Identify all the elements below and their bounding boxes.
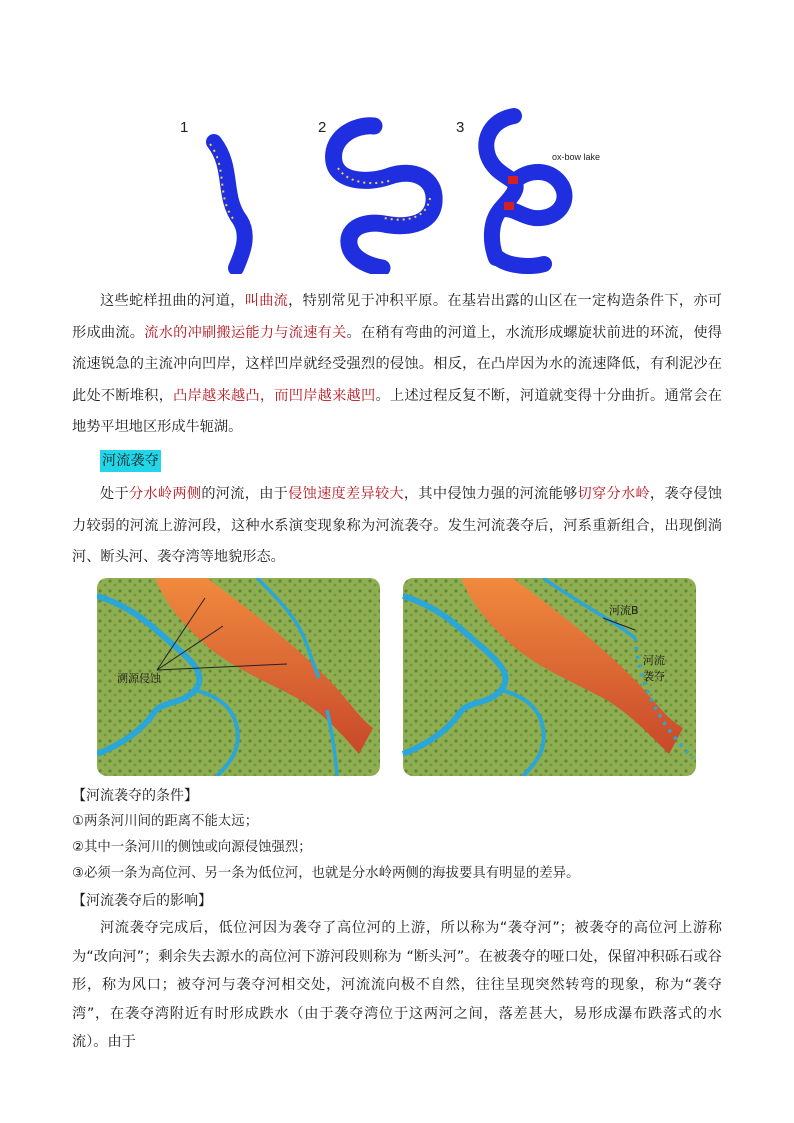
river-capture-paragraph: 处于分水岭两侧的河流，由于侵蚀速度差异较大，其中侵蚀力强的河流能够切穿分水岭，袭夺侵蚀力较弱的河流上游河段，这种水系演变现象称为河流袭夺。发生河流袭夺后，河系重新组合，出现倒淌河、断头河、袭夺湾等地貌形态。 [72, 486, 722, 565]
river-b-label: 河流B [609, 604, 639, 617]
effects-paragraph: 河流袭夺完成后，低位河因为袭夺了高位河的上游，所以称为“袭夺河”；被袭夺的高位河上游称为“改向河”；剩余失去源水的高位河下游河段则称为 “断头河”。在被袭夺的哑口处，保留冲积砾石或谷形，称为风口；被夺河与袭夺河相交处，河流流向极不自然，往往呈现突然转弯的现象，称为“袭夺湾”，在袭夺湾附近有时形成跌水（由于袭夺湾位于这两河之间，落差甚大，易形成瀑布跌落式的水流）。由于 [72, 920, 722, 1050]
conditions-heading: 【河流袭夺的条件】 [72, 788, 198, 804]
oxbow-lake-label: ox-bow lake [552, 152, 601, 162]
meander-stage-2 [334, 126, 435, 268]
river-capture-diagram [97, 578, 696, 776]
river-capture-label-2: 袭夺 [643, 670, 665, 683]
condition-item: ①两条河川间的距离不能太远； [72, 814, 259, 829]
river-capture-heading: 河流袭夺 [100, 450, 161, 472]
condition-item: ②其中一条河川的侧蚀或向源侵蚀强烈； [72, 840, 312, 855]
stage-1-label: 1 [180, 119, 189, 136]
meander-stage-1 [214, 142, 245, 268]
meander-diagram [178, 98, 618, 274]
effects-heading: 【河流袭夺后的影响】 [72, 893, 212, 909]
stage-2-label: 2 [318, 119, 327, 136]
condition-item: ③必须一条为高位河、另一条为低位河，也就是分水岭两侧的海拔要具有明显的差异。 [72, 866, 580, 881]
before-capture-panel [97, 578, 380, 776]
after-capture-panel [403, 578, 696, 776]
meander-paragraph: 这些蛇样扭曲的河道，叫曲流，特别常见于冲积平原。在基岩出露的山区在一定构造条件下，亦可形成曲流。流水的冲刷搬运能力与流速有关。在稍有弯曲的河道上，水流形成螺旋状前进的环流，使得流速锐急的主流冲向凹岸，这样凹岸就经受强烈的侵蚀。相反，在凸岸因为水的流速降低，有利泥沙在此处不断堆积，凸岸越来越凸，而凹岸越来越凹。上述过程反复不断，河道就变得十分曲折。通常会在地势平坦地区形成牛轭湖。 [72, 293, 722, 435]
headward-erosion-label: 溯源侵蚀 [117, 672, 161, 685]
river-capture-label-1: 河流 [643, 654, 665, 667]
stage-3-label: 3 [456, 119, 465, 136]
